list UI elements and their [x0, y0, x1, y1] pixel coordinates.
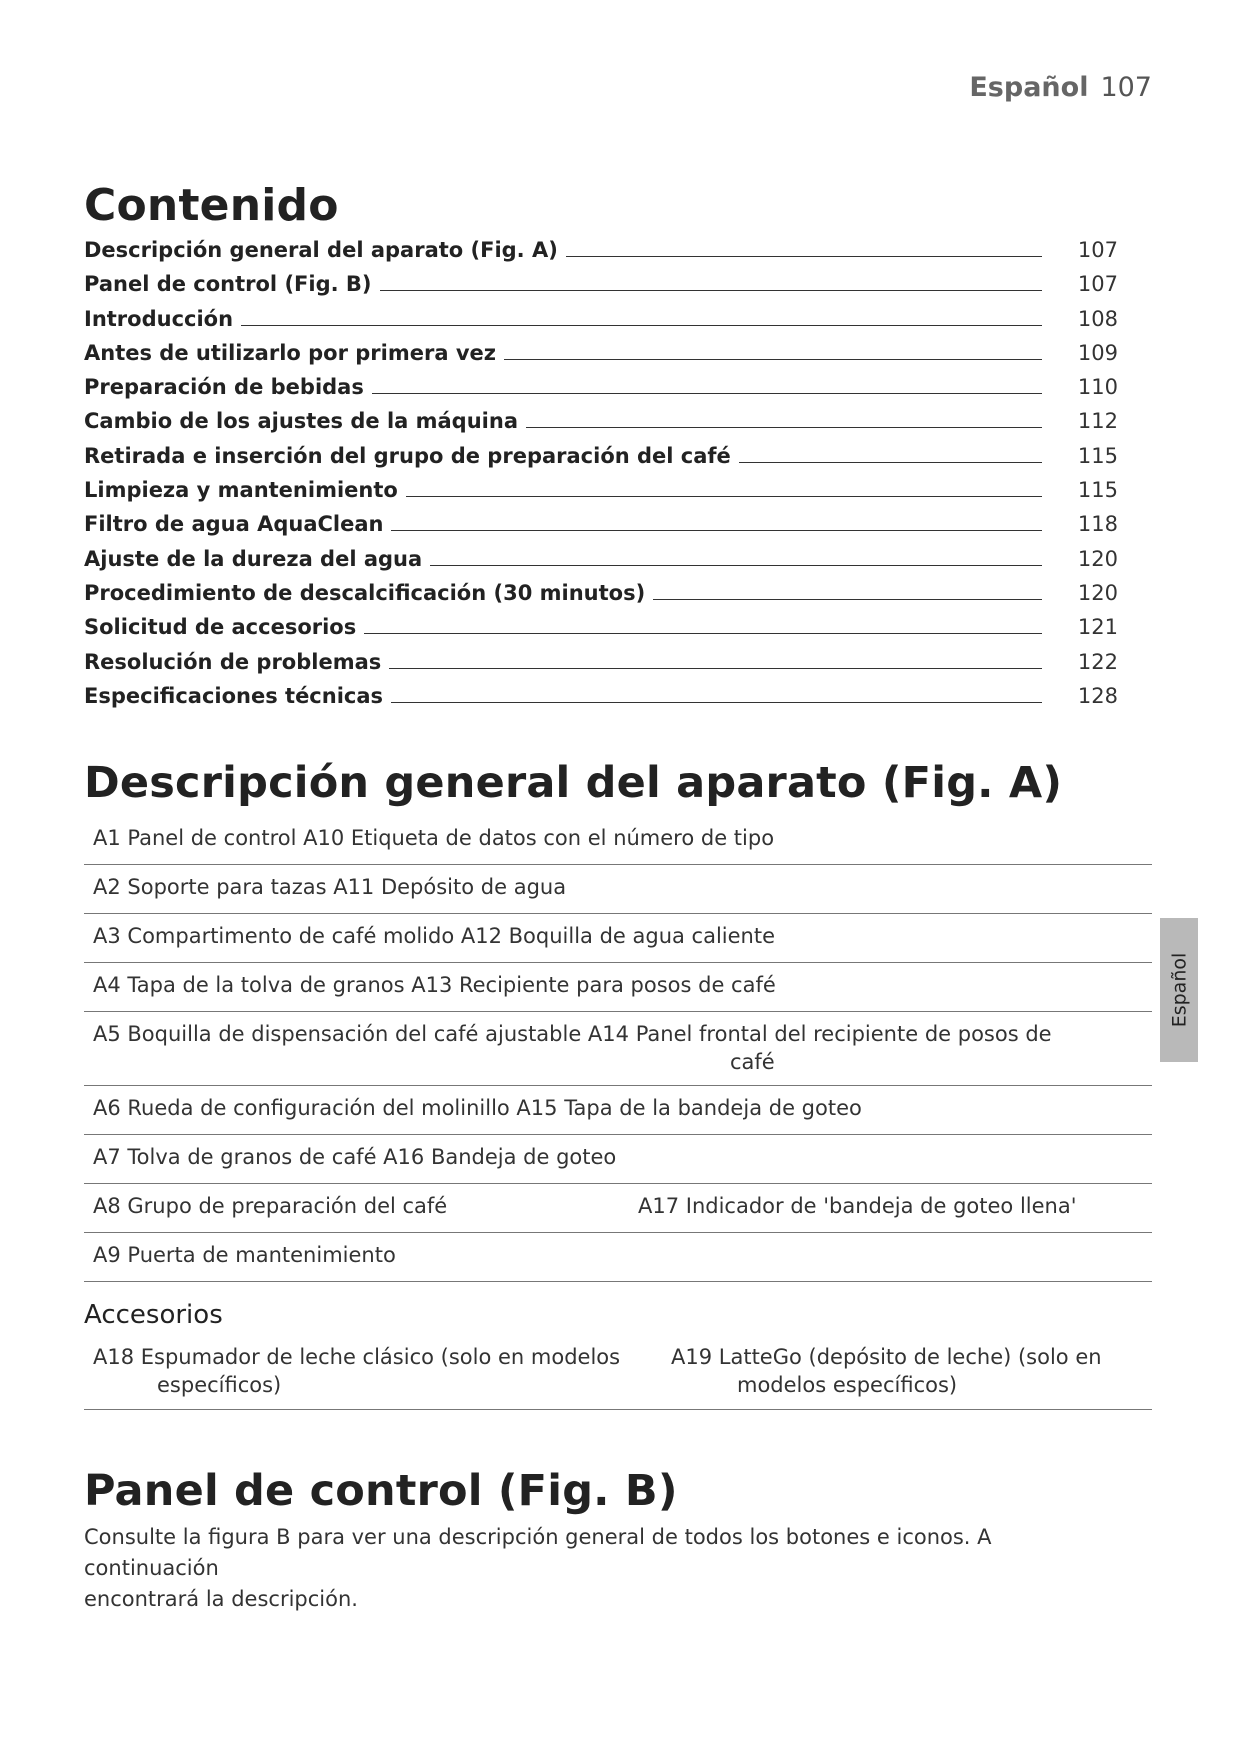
- toc-entry[interactable]: [84, 512, 1124, 546]
- parts-row-text: A5 Boquilla de dispensación del café ajustable A14 Panel frontal del recipiente de posos de: [93, 1022, 1052, 1046]
- parts-row-text: A8 Grupo de preparación del café: [93, 1194, 448, 1218]
- toc-entry-title[interactable]: Preparación de bebidas: [84, 375, 364, 400]
- control-panel-paragraph: [84, 1522, 1124, 1615]
- toc-leader: [380, 290, 1042, 291]
- accessory-left-line2: específicos): [157, 1373, 282, 1397]
- table-of-contents: [84, 238, 1124, 718]
- parts-row-continuation: café: [730, 1050, 775, 1074]
- page-header: [969, 72, 1152, 103]
- parts-row-text: A7 Tolva de granos de café A16 Bandeja de goteo: [93, 1145, 617, 1169]
- toc-entry-page: 107: [1077, 238, 1118, 262]
- toc-entry-page: 115: [1077, 443, 1118, 468]
- parts-row-right-text: A17 Indicador de 'bandeja de goteo llena': [638, 1194, 1077, 1218]
- toc-entry[interactable]: [84, 272, 1124, 306]
- toc-leader: [504, 359, 1042, 360]
- parts-row: [84, 914, 1152, 963]
- toc-entry[interactable]: [84, 615, 1124, 649]
- paragraph-line2: encontrará la descripción.: [84, 1587, 358, 1611]
- toc-leader: [566, 256, 1042, 257]
- toc-leader: [364, 633, 1042, 634]
- toc-entry-page: 108: [1077, 306, 1118, 331]
- toc-entry-title[interactable]: Ajuste de la dureza del agua: [84, 546, 423, 571]
- accessory-right-line1: A19 LatteGo (depósito de leche) (solo en: [671, 1345, 1102, 1369]
- accessory-left-line1: A18 Espumador de leche clásico (solo en modelos: [93, 1345, 621, 1369]
- toc-entry-title[interactable]: Limpieza y mantenimiento: [84, 478, 398, 503]
- toc-leader: [389, 668, 1042, 669]
- toc-entry[interactable]: [84, 547, 1124, 581]
- toc-entry[interactable]: [84, 444, 1124, 478]
- toc-entry-page: 121: [1077, 615, 1118, 640]
- header-page-number: 107: [1100, 72, 1152, 103]
- toc-entry-title[interactable]: Antes de utilizarlo por primera vez: [84, 340, 496, 365]
- toc-leader: [391, 702, 1042, 703]
- toc-entry-page: 128: [1077, 683, 1118, 708]
- toc-entry[interactable]: [84, 238, 1124, 272]
- toc-entry-title[interactable]: Retirada e inserción del grupo de preparación del café: [84, 443, 731, 468]
- toc-entry[interactable]: [84, 478, 1124, 512]
- toc-entry-page: 118: [1077, 512, 1118, 537]
- toc-leader: [526, 427, 1042, 428]
- toc-entry[interactable]: [84, 341, 1124, 375]
- toc-entry-title[interactable]: Resolución de problemas: [84, 649, 382, 674]
- toc-entry-title[interactable]: Especificaciones técnicas: [84, 683, 384, 708]
- toc-entry-page: 112: [1077, 409, 1118, 434]
- toc-leader: [241, 325, 1042, 326]
- toc-entry-page: 115: [1077, 478, 1118, 503]
- side-tab-label: Español: [1168, 952, 1190, 1028]
- parts-row-text: A6 Rueda de configuración del molinillo A15 Tapa de la bandeja de goteo: [93, 1096, 862, 1120]
- accessories-row: [84, 1345, 1152, 1410]
- control-panel-title: Panel de control (Fig. B): [84, 1466, 678, 1516]
- toc-entry[interactable]: [84, 684, 1124, 718]
- accessories-title: Accesorios: [84, 1300, 223, 1330]
- parts-row: [84, 1184, 1152, 1233]
- toc-entry-page: 120: [1077, 546, 1118, 571]
- parts-row: [84, 865, 1152, 914]
- toc-entry-title[interactable]: Solicitud de accesorios: [84, 615, 357, 640]
- toc-leader: [430, 565, 1042, 566]
- toc-leader: [653, 599, 1042, 600]
- contents-title: Contenido: [84, 180, 339, 231]
- toc-entry-page: 110: [1077, 375, 1118, 400]
- toc-entry-page: 120: [1077, 580, 1118, 605]
- parts-table: [84, 816, 1152, 1282]
- toc-leader: [372, 393, 1042, 394]
- toc-entry-title[interactable]: Cambio de los ajustes de la máquina: [84, 409, 518, 434]
- toc-entry-title[interactable]: Procedimiento de descalcificación (30 minutos): [84, 580, 646, 605]
- parts-row: [84, 816, 1152, 865]
- language-side-tab[interactable]: [1160, 918, 1198, 1062]
- toc-entry-page: 107: [1077, 272, 1118, 297]
- header-language: Español: [969, 72, 1089, 103]
- parts-row: [84, 1086, 1152, 1135]
- toc-entry-title[interactable]: Filtro de agua AquaClean: [84, 512, 384, 537]
- toc-entry-title[interactable]: Panel de control (Fig. B): [84, 272, 372, 297]
- accessory-right-line2: modelos específicos): [737, 1373, 958, 1397]
- toc-entry-page: 122: [1077, 649, 1118, 674]
- toc-entry[interactable]: [84, 307, 1124, 341]
- parts-row-text: A2 Soporte para tazas A11 Depósito de agua: [93, 875, 567, 899]
- toc-entry[interactable]: [84, 581, 1124, 615]
- parts-row: [84, 1233, 1152, 1282]
- parts-row: [84, 1135, 1152, 1184]
- paragraph-line1: Consulte la figura B para ver una descripción general de todos los botones e iconos. A continuación: [84, 1525, 992, 1580]
- toc-leader: [391, 530, 1042, 531]
- parts-row-text: A4 Tapa de la tolva de granos A13 Recipiente para posos de café: [93, 973, 776, 997]
- toc-leader: [739, 462, 1042, 463]
- toc-entry[interactable]: [84, 409, 1124, 443]
- toc-entry[interactable]: [84, 650, 1124, 684]
- toc-entry[interactable]: [84, 375, 1124, 409]
- toc-entry-page: 109: [1077, 340, 1118, 365]
- parts-row-text: A9 Puerta de mantenimiento: [93, 1243, 396, 1267]
- parts-row-text: A1 Panel de control A10 Etiqueta de datos con el número de tipo: [93, 826, 775, 850]
- parts-row: [84, 963, 1152, 1012]
- parts-row-text: A3 Compartimento de café molido A12 Boquilla de agua caliente: [93, 924, 776, 948]
- toc-entry-title[interactable]: Descripción general del aparato (Fig. A): [84, 238, 558, 262]
- toc-entry-title[interactable]: Introducción: [84, 306, 234, 331]
- toc-leader: [406, 496, 1042, 497]
- overview-title: Descripción general del aparato (Fig. A): [84, 758, 1063, 808]
- parts-row: [84, 1012, 1152, 1086]
